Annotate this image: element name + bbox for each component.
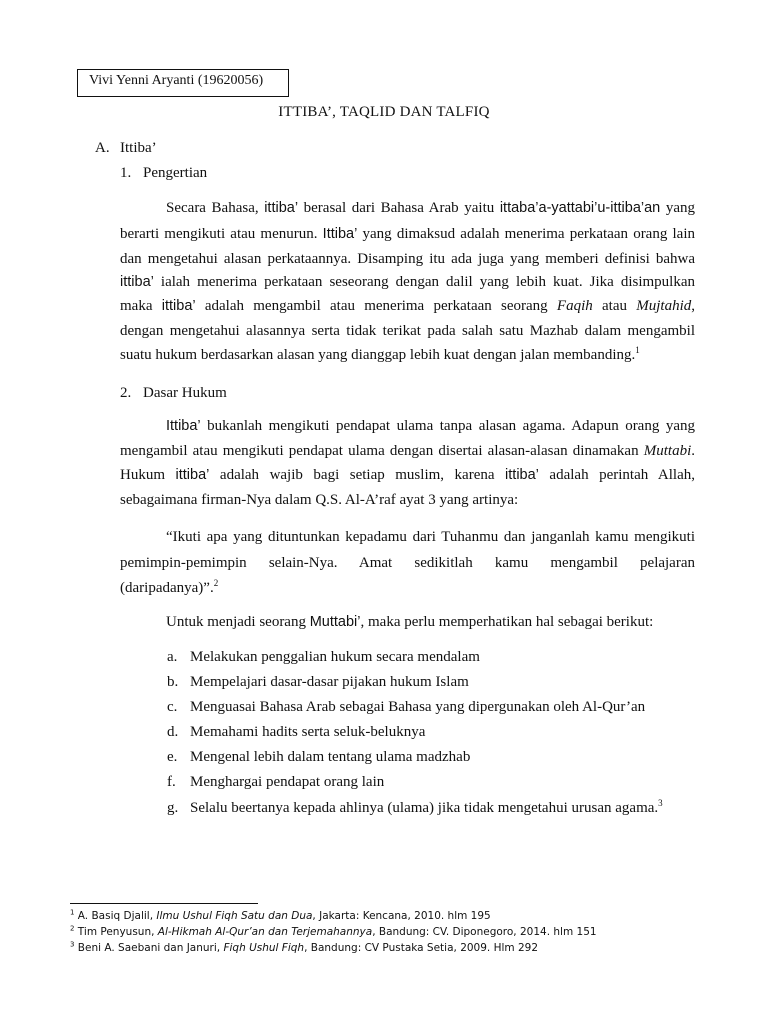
paragraph-line: ittiba’ ialah menerima perkataan seseorang dengan dalil yang lebih kuat. Jika disimpulkan	[120, 274, 695, 290]
footnote-ref-1[interactable]: 1	[635, 345, 640, 355]
author-name: Vivi Yenni Aryanti (19620056)	[89, 73, 264, 88]
document-page: Vivi Yenni Aryanti (19620056) ITTIBA’, TAQLID DAN TALFIQ A. Ittiba’ 1. Pengertian Secara Bahasa, ittiba’ berasal dari Bahasa Arab yaitu ittaba’a-yattabi’u-ittiba’an yang berarti mengikuti atau menurun. Ittiba’ yang dimaksud adalah menerima perkataan orang lain dan mengetahui alasan perkataannya. Disamping itu ada juga yang memberi definisi bahwa ittiba’ ialah menerima perkataan seseorang dengan dalil yang lebih kuat. Jika disimpulkan maka ittiba’ adalah mengambil atau menerima perkataan seorang Faqih atau Mujtahid, dengan mengetahui alasannya serta tidak terikat pada salah satu Mazhab dalam mengambil suatu hukum berdasarkan alasan yang dianggap lebih kuat dengan jalan membanding.$^1$ 2. Dasar Hukum Ittiba’ bukanlah mengikuti pendapat ulama tanpa alasan agama. Adapun orang yang mengambil atau mengikuti pendapat ulama dengan disertai alasan-alasan dinamakan Muttabi. Hukum ittiba’ adalah wajib bagi setiap muslim, karena ittiba’ adalah perintah Allah, sebagaimana firman-Nya dalam Q.S. Al-A’raf ayat 3 yang artinya: “Ikuti apa yang dituntunkan kepadamu dari Tuhanmu dan janganlah kamu mengikuti pemimpin-pemimpin selain-Nya. Amat sedikitlah kamu mengambil pelajaran (daripadanya)”.$^2$ Untuk menjadi seorang Muttabi’, maka perlu memperhatikan hal sebagai berikut: a. Melakukan penggalian hukum secara mendalam b. Mempelajari dasar-dasar pijakan hukum Islam c. Menguasai Bahasa Arab sebagai Bahasa yang dipergunakan oleh Al-Qur’an d. Memahami hadits serta seluk-beluknya e. Mengenal lebih dalam tentang ulama madzhab f. Menghargai pendapat orang lain g. Selalu beertanya kepada ahlinya (ulama) jika tidak mengetahui urusan agama.$^3$ $^1$ A. Basiq Djalil, Ilmu Ushul Fiqh Satu dan Dua, Jakarta: Kencana, 2010. hlm 195 $^2$ Tim Penyusun, Al-Hikmah Al-Qur’an dan Terjemahannya, Bandung: CV. Diponegoro, 2014. hlm 151 $^3$ Beni A. Saebani dan Januri, Fiqh Ushul Fiqh, Bandung: CV Pustaka Setia, 2009. Hlm 292	[0, 0, 768, 1024]
footnote-1: $^1$ A. Basiq Djalil, Ilmu Ushul Fiqh Satu dan Dua, Jakarta: Kencana, 2010. hlm 195	[70, 908, 491, 922]
paragraph-line: maka ittiba’ adalah mengambil atau menerima perkataan seorang Faqih atau Mujtahid,	[120, 298, 696, 314]
paragraph-line: suatu hukum berdasarkan alasan yang dianggap lebih kuat dengan jalan membanding.$^1$	[120, 345, 640, 363]
paragraph-muttabi-intro: Untuk menjadi seorang Muttabi’, maka perlu memperhatikan hal sebagai berikut:	[166, 614, 654, 630]
footnote-ref-2[interactable]: 2	[213, 578, 219, 588]
paragraph-line: dengan mengetahui alasannya serta tidak terikat pada salah satu Mazhab dalam mengambil	[120, 323, 695, 339]
quote-line: (daripadanya)”.$^2$	[120, 578, 219, 596]
section-a-heading: Ittiba’	[120, 140, 157, 156]
subsection-2-marker: 2.	[120, 385, 132, 401]
subsection-1-marker: 1.	[120, 165, 132, 181]
footnote-ref-3[interactable]: 3	[658, 798, 663, 808]
subsection-1-heading: Pengertian	[143, 165, 208, 181]
section-a-marker: A.	[95, 140, 110, 156]
paragraph-line: sebagaimana firman-Nya dalam Q.S. Al-A’raf ayat 3 yang artinya:	[120, 492, 519, 508]
paragraph-line: berarti mengikuti atau menurun. Ittiba’ yang dimaksud adalah menerima perkataan orang lain	[120, 226, 695, 242]
quote-line: “Ikuti apa yang dituntunkan kepadamu dari Tuhanmu dan janganlah kamu mengikuti	[166, 529, 695, 545]
document-title: ITTIBA’, TAQLID DAN TALFIQ	[278, 104, 490, 120]
author-box	[77, 69, 289, 97]
footnote-2: $^2$ Tim Penyusun, Al-Hikmah Al-Qur’an dan Terjemahannya, Bandung: CV. Diponegoro, 2014. hlm 151	[70, 924, 597, 938]
subsection-2-heading: Dasar Hukum	[143, 385, 227, 401]
quote-line: pemimpin-pemimpin selain-Nya. Amat sedikitlah kamu mengambil pelajaran	[120, 555, 695, 571]
paragraph-line: Hukum ittiba’ adalah wajib bagi setiap muslim, karena ittiba’ adalah perintah Allah,	[120, 467, 695, 483]
footnote-3: $^3$ Beni A. Saebani dan Januri, Fiqh Ushul Fiqh, Bandung: CV Pustaka Setia, 2009. Hlm 292	[70, 940, 539, 954]
paragraph-line: Ittiba’ bukanlah mengikuti pendapat ulama tanpa alasan agama. Adapun orang yang	[166, 418, 695, 434]
footnote-separator	[70, 903, 258, 904]
paragraph-line: Secara Bahasa, ittiba’ berasal dari Bahasa Arab yaitu ittaba’a-yattabi’u-ittiba’an yang	[166, 200, 695, 216]
paragraph-line: dan mengetahui alasan perkataannya. Disamping itu ada juga yang memberi definisi bahwa	[120, 251, 695, 267]
paragraph-line: mengambil atau mengikuti pendapat ulama dengan disertai alasan-alasan dinamakan Muttabi.	[120, 443, 695, 459]
